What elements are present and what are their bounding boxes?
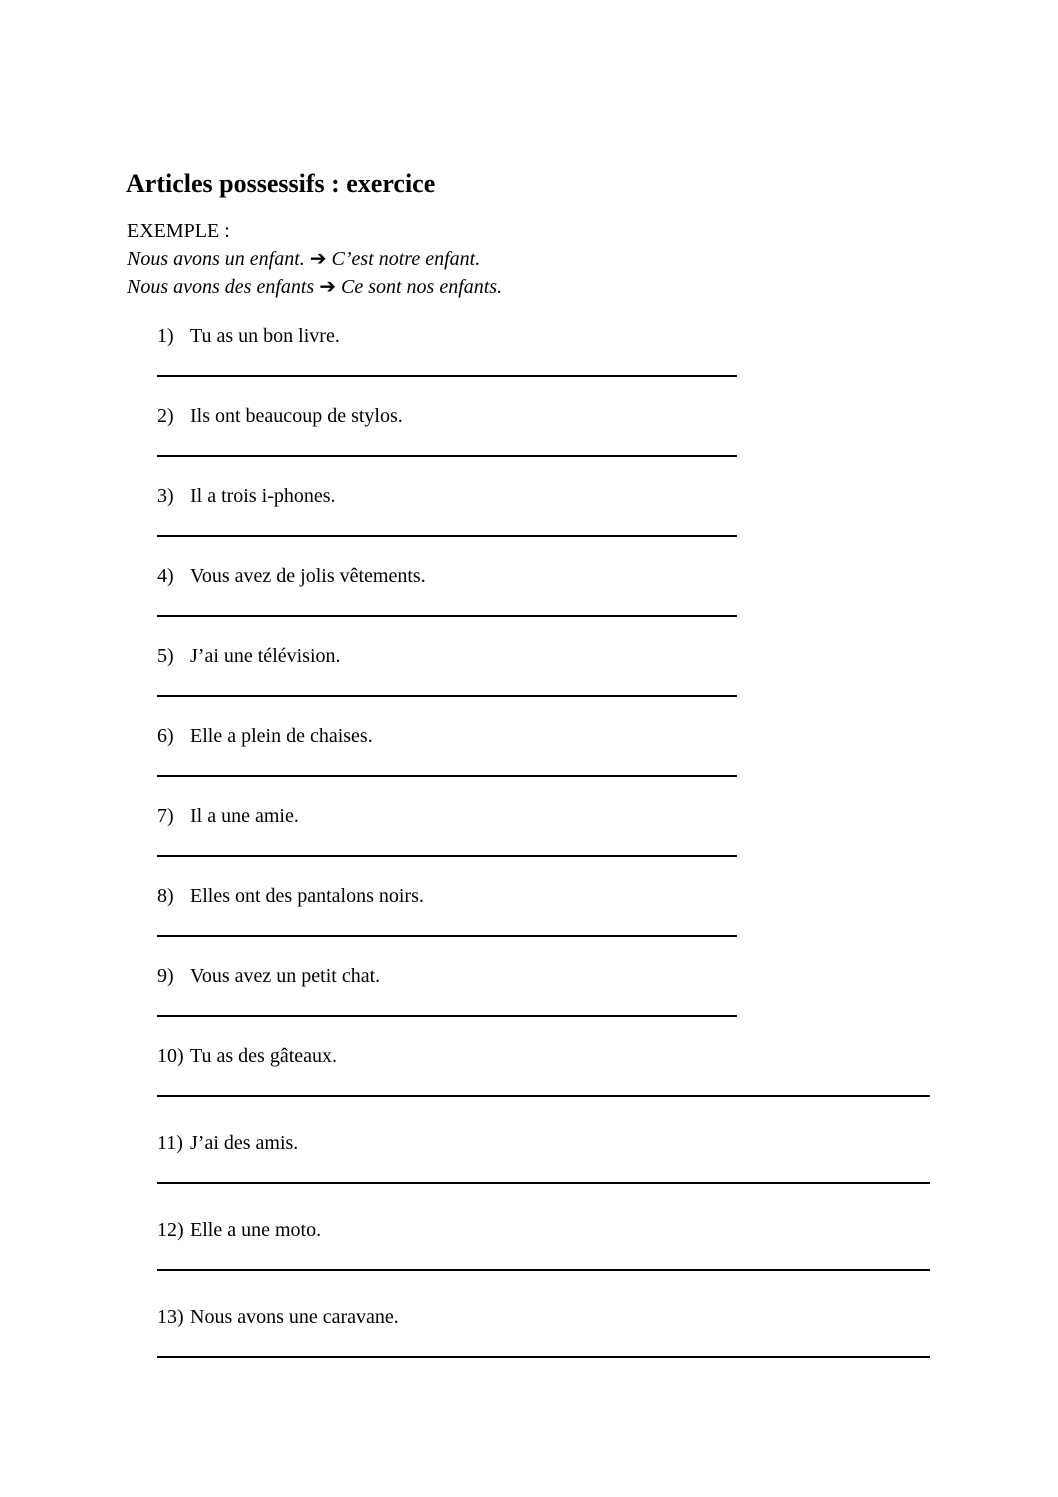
exercise-item [157,1218,930,1305]
item-sentence [157,804,930,828]
item-sentence [157,404,930,428]
item-number: 4) [157,565,174,587]
item-text: Tu as un bon livre. [190,325,340,347]
item-text: Elle a plein de chaises. [190,725,373,747]
item-text: Il a trois i-phones. [190,485,336,507]
item-text: Il a une amie. [190,805,299,827]
exercise-item [157,1305,930,1392]
item-number: 1) [157,325,174,347]
item-number: 6) [157,725,174,747]
answer-line [157,1095,930,1097]
worksheet-title [126,169,435,199]
item-number: 10) [157,1045,184,1067]
item-number: 7) [157,805,174,827]
exercise-item [157,644,930,724]
title-prefix: Articles [126,169,220,199]
exercise-item [157,564,930,644]
answer-line [157,775,737,777]
item-text: J’ai des amis. [190,1132,299,1154]
item-number: 3) [157,485,174,507]
item-text: Ils ont beaucoup de stylos. [190,405,403,427]
item-number: 2) [157,405,174,427]
example-block [127,246,502,301]
answer-line [157,935,737,937]
item-text: Elles ont des pantalons noirs. [190,885,424,907]
item-sentence [157,564,930,588]
exercise-item [157,884,930,964]
item-sentence [157,1305,930,1329]
exercise-item [157,484,930,564]
item-number: 13) [157,1306,184,1328]
answer-line [157,375,737,377]
exercise-item [157,724,930,804]
item-sentence [157,1131,930,1155]
answer-line [157,535,737,537]
item-text: Tu as des gâteaux. [190,1045,338,1067]
item-number: 5) [157,645,174,667]
item-sentence [157,884,930,908]
exercise-list [157,324,930,1392]
title-suffix: exercice [339,169,436,199]
answer-line [157,1182,930,1184]
answer-line [157,855,737,857]
item-sentence [157,1044,930,1068]
item-number: 8) [157,885,174,907]
item-number: 12) [157,1219,184,1241]
item-sentence [157,1218,930,1242]
exercise-item [157,404,930,484]
answer-line [157,1015,737,1017]
item-text: Vous avez de jolis vêtements. [190,565,426,587]
answer-line [157,695,737,697]
exercise-item [157,324,930,404]
exercise-item [157,804,930,884]
item-text: Nous avons une caravane. [190,1306,399,1328]
example-line: Nous avons un enfant. ➔ C’est notre enfant. [127,248,481,270]
title-bold-word: possessifs : [219,169,340,199]
item-text: J’ai une télévision. [190,645,341,667]
item-text: Vous avez un petit chat. [190,965,381,987]
item-sentence [157,324,930,348]
exercise-item [157,1131,930,1218]
item-sentence [157,484,930,508]
exercise-item [157,964,930,1044]
answer-line [157,455,737,457]
item-sentence [157,724,930,748]
example-line: Nous avons des enfants ➔ Ce sont nos enfants. [127,275,503,298]
answer-line [157,1356,930,1358]
item-number: 11) [157,1132,183,1154]
item-text: Elle a une moto. [190,1219,322,1241]
item-sentence [157,644,930,668]
item-number: 9) [157,965,174,987]
answer-line [157,615,737,617]
answer-line [157,1269,930,1271]
example-label: EXEMPLE : [127,220,230,242]
exercise-item [157,1044,930,1131]
item-sentence [157,964,930,988]
